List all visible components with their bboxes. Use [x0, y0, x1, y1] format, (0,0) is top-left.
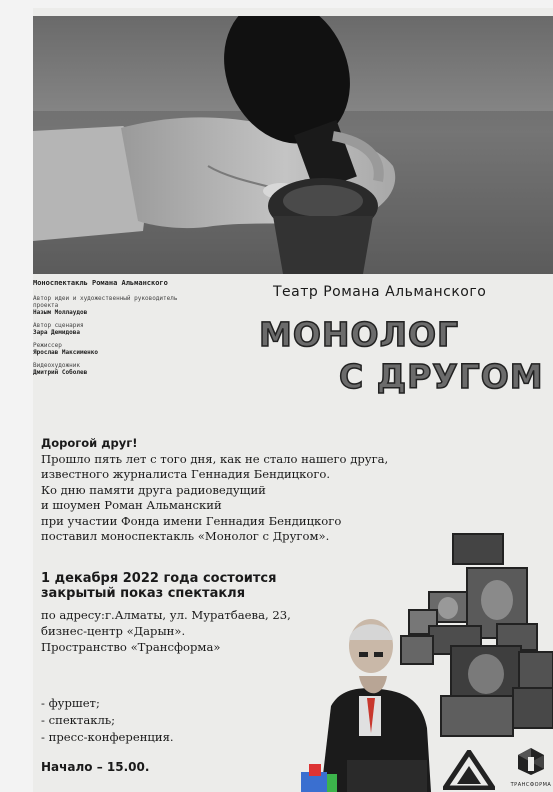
- credit-role: Автор идеи и художественный руководитель проекта: [33, 295, 178, 309]
- transforma-caption: ТРАНСФОРМА: [510, 782, 552, 788]
- title-line-2: С ДРУГОМ: [339, 357, 544, 396]
- body-line: Ко дню памяти друга радиоведущий: [41, 482, 266, 497]
- microphone-photo: [33, 16, 553, 274]
- title-line-1: МОНОЛОГ: [259, 315, 460, 354]
- triangle-logo-icon: [443, 750, 495, 790]
- body-line: и шоумен Роман Альманский: [41, 498, 222, 512]
- body-line: поставил моноспектакль «Монолог с Другом».: [41, 529, 330, 543]
- program-list: [41, 695, 174, 746]
- greeting: Дорогой друг!: [41, 436, 138, 450]
- credit-screenwriter: [33, 322, 193, 336]
- start-time: Начало – 15.00.: [41, 760, 150, 774]
- poster-sheet: [33, 8, 553, 792]
- transforma-logo: [509, 746, 553, 788]
- show-title: [259, 314, 544, 398]
- event-date-line-2: закрытый показ спектакля: [41, 586, 246, 601]
- address-line: Пространство «Трансформа»: [41, 640, 221, 654]
- event-address: [41, 607, 291, 655]
- body-line: известного журналиста Геннадия Бендицкого.: [41, 467, 331, 481]
- transforma-cube-icon: [516, 746, 546, 776]
- program-item: - пресс-конференция.: [41, 730, 174, 744]
- body-line: при участии Фонда имени Геннадия Бендицкого: [41, 513, 342, 528]
- credit-name: Зара Демидова: [33, 329, 80, 336]
- address-line: по адресу:г.Алматы, ул. Муратбаева, 23,: [41, 608, 291, 622]
- credit-role: Режиссер: [33, 342, 62, 349]
- credits-header: Моноспектакль Романа Альманского: [33, 279, 168, 287]
- credit-director: [33, 342, 193, 356]
- event-date: [41, 571, 276, 601]
- event-date-line-1: 1 декабря 2022 года состоится: [41, 571, 277, 586]
- body-line: Прошло пять лет с того дня, как не стало нашего друга,: [41, 451, 389, 466]
- credit-video-artist: [33, 362, 193, 376]
- program-item: - фуршет;: [41, 696, 100, 710]
- credit-name: Дмитрий Соболев: [33, 369, 88, 376]
- credit-role: Автор сценария: [33, 322, 84, 329]
- theatre-triangle-logo: [443, 750, 495, 792]
- theatre-name: Театр Романа Альманского: [273, 284, 487, 300]
- header-photo-microphone: [33, 16, 553, 274]
- credit-author: [33, 295, 193, 316]
- credit-name: Назым Моллаудов: [33, 309, 88, 316]
- credit-name: Ярослав Максименко: [33, 349, 99, 356]
- credit-role: Видеохудожник: [33, 362, 80, 369]
- address-line: бизнес-центр «Дарын».: [41, 624, 186, 638]
- program-item: - спектакль;: [41, 713, 116, 727]
- credits-block: [33, 280, 193, 382]
